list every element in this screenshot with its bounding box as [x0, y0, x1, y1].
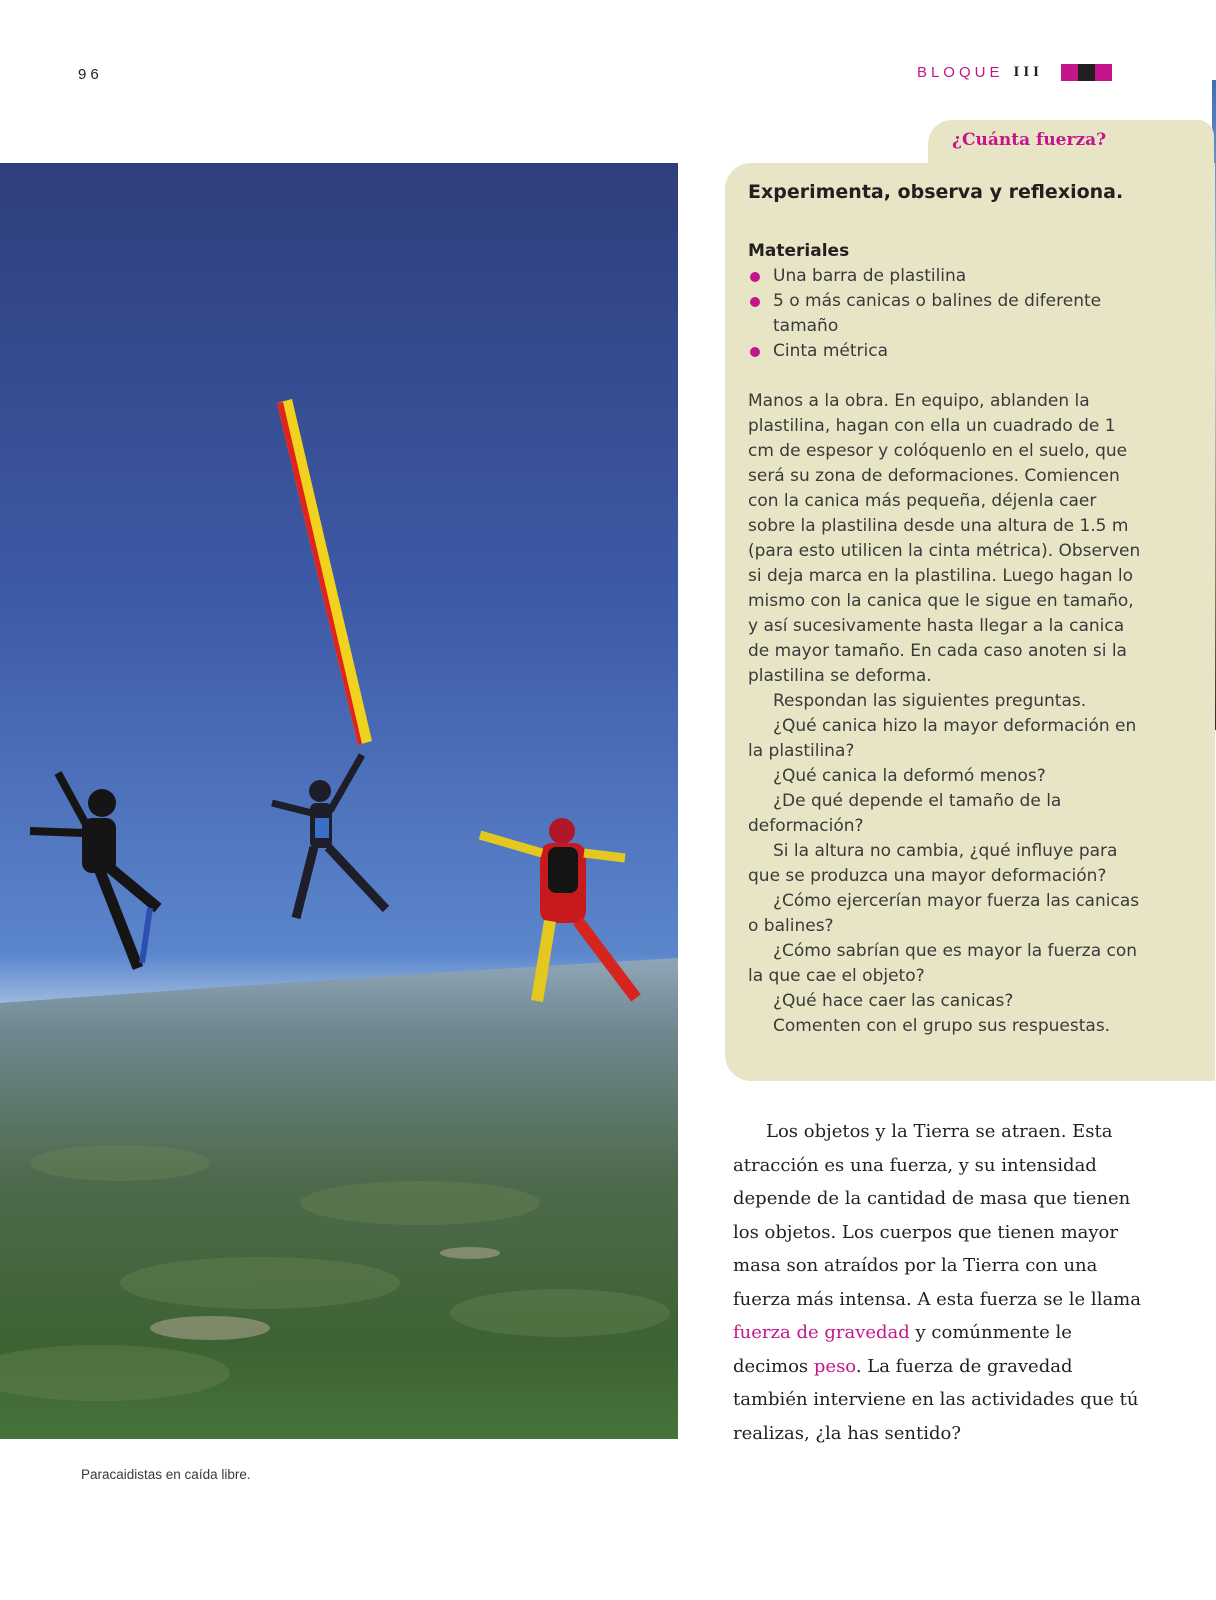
activity-title: Experimenta, observa y reflexiona. [748, 181, 1124, 203]
activity-question: ¿Cómo sabrían que es mayor la fuerza con la que cae el objeto? [748, 941, 1138, 986]
activity-question: Comenten con el grupo sus respuestas. [773, 1016, 1111, 1036]
activity-tab-title: ¿Cuánta fuerza? [952, 130, 1107, 150]
swatch-magenta [1061, 64, 1078, 81]
activity-question: ¿Qué canica hizo la mayor deformación en la plastilina? [748, 716, 1137, 761]
block-label: BLOQUE [916, 64, 1004, 81]
materials-title: Materiales [748, 241, 850, 261]
materials-list [748, 264, 1143, 364]
term-gravity: fuerza de gravedad [733, 1322, 910, 1343]
bullet-icon [750, 272, 760, 282]
materials-item: Cinta métrica [748, 339, 1143, 364]
block-header [917, 64, 1112, 81]
block-color-swatches [1061, 64, 1112, 81]
swatch-black [1078, 64, 1095, 81]
materials-item: 5 o más canicas o balines de diferente tamaño [748, 289, 1143, 339]
activity-instructions: Manos a la obra. En equipo, ablanden la plastilina, hagan con ella un cuadrado de 1 cm de espesor y colóquenlo en el suelo, que será su zona de deformaciones. Comiencen con la canica más pequeña, déjenla caer sobre la plastilina desde una altura de 1.5 m (para esto utilicen la cinta métrica). Observen si deja marca en la plastilina. Luego hagan lo mismo con la canica que le sigue en tamaño, y así sucesivamente hasta llegar a la canica de mayor tamaño. En cada caso anoten si la plastilina se deforma. [748, 391, 1141, 686]
materials-item: Una barra de plastilina [748, 264, 1143, 289]
activity-question: Si la altura no cambia, ¿qué influye para que se produzca una mayor deformación? [748, 841, 1118, 886]
activity-tab [928, 120, 1214, 168]
bullet-icon [750, 347, 760, 357]
skydivers-photo [0, 163, 678, 1439]
activity-box [725, 163, 1215, 1081]
body-paragraph: Los objetos y la Tierra se atraen. Esta atracción es una fuerza, y su intensidad depende de la cantidad de masa que tienen los objetos. Los cuerpos que tienen mayor masa son atraídos por la Tierra con una fuerza más intensa. A esta fuerza se le llama fuerza de gravedad y comúnmente le decimos peso. La fuerza de gravedad también interviene en las actividades que tú realizas, ¿la has sentido? [733, 1121, 1141, 1444]
activity-question: ¿Cómo ejercerían mayor fuerza las canicas o balines? [748, 891, 1140, 936]
activity-question: ¿Qué canica la deformó menos? [773, 766, 1046, 786]
block-number: III [1013, 64, 1043, 80]
body-paragraph-block [733, 1115, 1143, 1450]
photo-caption: Paracaidistas en caída libre. [81, 1467, 251, 1482]
term-weight: peso [813, 1355, 856, 1377]
activity-question: Respondan las siguientes preguntas. [773, 691, 1087, 711]
page-number: 96 [78, 66, 103, 83]
activity-question: ¿De qué depende el tamaño de la deformación? [748, 791, 1062, 836]
bullet-icon [750, 297, 760, 307]
swatch-magenta-2 [1095, 64, 1112, 81]
activity-question: ¿Qué hace caer las canicas? [773, 991, 1014, 1011]
